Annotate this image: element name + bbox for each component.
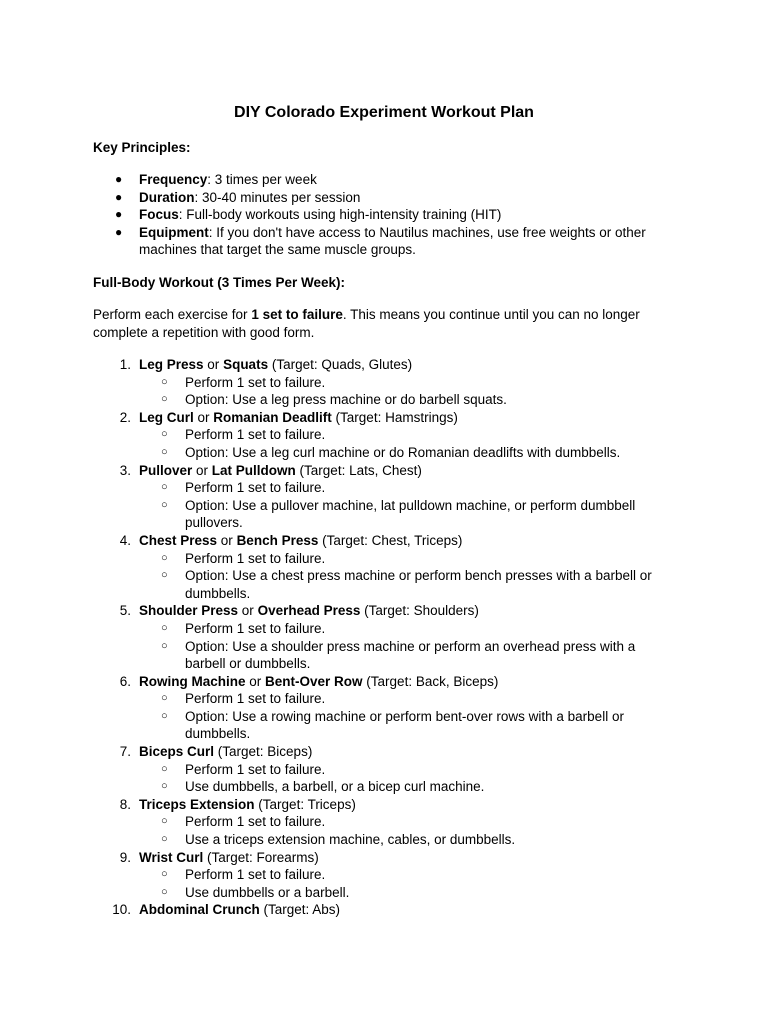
circle-bullet-icon: ○ (161, 639, 168, 652)
principle-label: Equipment (139, 224, 209, 240)
exercise-number: 6. (119, 673, 131, 689)
exercise-sub-item (139, 690, 665, 708)
exercise-item (0, 409, 684, 462)
exercise-sub-item (139, 866, 665, 884)
exercise-joiner: or (217, 532, 237, 548)
exercise-sub-text: Perform 1 set to failure. (185, 761, 326, 777)
exercise-joiner: or (245, 673, 266, 689)
circle-bullet-icon: ○ (161, 498, 168, 511)
circle-bullet-icon: ○ (161, 393, 168, 406)
exercise-number: 4. (119, 532, 131, 548)
exercise-name: Triceps Extension (139, 796, 255, 812)
exercise-alt-name: Romanian Deadlift (213, 409, 332, 425)
principle-text: : 30-40 minutes per session (194, 189, 361, 205)
exercise-sub-list (139, 813, 684, 848)
exercise-sub-text: Perform 1 set to failure. (185, 620, 326, 636)
exercise-sub-item (139, 444, 665, 462)
principle-item (0, 224, 684, 259)
circle-bullet-icon: ○ (161, 780, 168, 793)
exercise-target: (Target: Back, Biceps) (362, 673, 499, 689)
exercise-sub-item (139, 479, 665, 497)
circle-bullet-icon: ○ (161, 481, 168, 494)
circle-bullet-icon: ○ (161, 762, 168, 775)
bullet-icon: ● (115, 172, 123, 186)
circle-bullet-icon: ○ (161, 885, 168, 898)
exercise-sub-item (139, 813, 665, 831)
exercise-sub-text: Perform 1 set to failure. (185, 691, 326, 707)
bullet-icon: ● (115, 189, 123, 204)
exercise-sub-text: Option: Use a rowing machine or perform bent-over rows with a barbell or dumbbells. (185, 708, 624, 742)
exercise-number: 7. (119, 744, 131, 760)
exercise-item (0, 796, 684, 849)
circle-bullet-icon: ○ (161, 833, 168, 846)
principles-list (0, 171, 700, 259)
exercise-number: 9. (119, 849, 131, 865)
exercise-alt-name: Overhead Press (257, 603, 361, 619)
exercise-sub-text: Perform 1 set to failure. (185, 480, 326, 496)
exercise-sub-list (139, 761, 684, 796)
exercise-sub-text: Use dumbbells or a barbell. (185, 884, 350, 900)
exercise-target: (Target: Biceps) (214, 744, 313, 760)
exercise-sub-list (139, 690, 684, 743)
exercise-target: (Target: Abs) (259, 902, 341, 918)
circle-bullet-icon: ○ (161, 551, 168, 564)
exercise-target: (Target: Quads, Glutes) (268, 357, 413, 372)
circle-bullet-icon: ○ (161, 375, 168, 388)
exercise-sub-item (139, 708, 665, 743)
exercise-sub-text: Perform 1 set to failure. (185, 550, 326, 566)
circle-bullet-icon: ○ (161, 868, 168, 881)
exercise-name: Chest Press (139, 532, 218, 548)
exercise-sub-item (139, 497, 665, 532)
exercise-sub-item (139, 778, 665, 796)
exercise-name: Leg Press (139, 357, 204, 372)
exercise-item (0, 356, 684, 409)
exercise-joiner: or (203, 357, 224, 372)
exercise-sub-text: Option: Use a leg press machine or do barbell squats. (185, 392, 507, 408)
intro-paragraph (93, 306, 683, 341)
exercise-joiner: or (193, 409, 214, 425)
circle-bullet-icon: ○ (161, 569, 168, 582)
exercise-name: Abdominal Crunch (139, 902, 260, 918)
circle-bullet-icon: ○ (161, 692, 168, 705)
exercise-name: Wrist Curl (139, 849, 204, 865)
exercise-sub-list (139, 479, 684, 532)
document-title: DIY Colorado Experiment Workout Plan (234, 104, 534, 121)
exercise-sub-item (139, 426, 665, 444)
exercise-sub-item (139, 620, 665, 638)
exercise-target: (Target: Forearms) (203, 849, 319, 865)
circle-bullet-icon: ○ (161, 709, 168, 722)
intro-bold: 1 set to failure (251, 307, 343, 322)
exercise-target: (Target: Shoulders) (360, 603, 479, 619)
exercise-name: Leg Curl (139, 409, 194, 425)
exercise-sub-item (139, 638, 665, 673)
exercise-name: Rowing Machine (139, 673, 246, 689)
exercise-target: (Target: Hamstrings) (331, 409, 458, 425)
exercise-alt-name: Bent-Over Row (265, 673, 363, 689)
principle-text: : Full-body workouts using high-intensity training (HIT) (178, 207, 502, 223)
exercise-sub-text: Use a triceps extension machine, cables, or dumbbells. (185, 832, 516, 848)
exercise-item (0, 743, 684, 796)
exercise-sub-text: Perform 1 set to failure. (185, 374, 326, 390)
circle-bullet-icon: ○ (161, 621, 168, 634)
key-principles-heading: Key Principles: (93, 140, 191, 155)
principle-label: Frequency (139, 172, 208, 187)
exercise-target: (Target: Triceps) (254, 796, 356, 812)
exercise-joiner: or (238, 603, 258, 619)
exercise-sub-text: Option: Use a pullover machine, lat pulldown machine, or perform dumbbell pullovers. (185, 497, 636, 531)
exercise-item (0, 673, 684, 743)
intro-after: . This means you continue until you can no longer complete a repetition with good form. (93, 307, 640, 340)
bullet-icon: ● (115, 207, 123, 222)
bullet-icon: ● (115, 224, 123, 239)
principle-label: Focus (139, 207, 179, 223)
principle-text: : 3 times per week (207, 172, 317, 187)
workout-heading: Full-Body Workout (3 Times Per Week): (93, 275, 346, 290)
intro-before: Perform each exercise for (93, 307, 252, 322)
exercise-number: 3. (119, 462, 131, 478)
principle-item (0, 206, 684, 224)
exercise-number: 5. (119, 603, 131, 619)
principle-label: Duration (139, 189, 195, 205)
exercise-sub-item (139, 761, 665, 779)
exercise-alt-name: Squats (223, 357, 269, 372)
exercise-item (0, 602, 684, 672)
exercise-sub-list (139, 866, 684, 901)
exercise-sub-list (139, 426, 684, 461)
exercise-name: Biceps Curl (139, 744, 215, 760)
exercise-sub-list (139, 620, 684, 673)
exercise-sub-list (139, 550, 684, 603)
exercise-item (0, 532, 684, 602)
exercise-sub-text: Perform 1 set to failure. (185, 427, 326, 443)
principle-item (0, 189, 684, 207)
exercise-sub-text: Option: Use a shoulder press machine or perform an overhead press with a barbell or dumbbells. (185, 638, 636, 672)
exercise-target: (Target: Chest, Triceps) (318, 532, 463, 548)
exercise-sub-item (139, 374, 665, 392)
principle-item (0, 171, 684, 189)
exercise-sub-item (139, 831, 665, 849)
exercise-number: 2. (119, 409, 131, 425)
exercise-sub-text: Use dumbbells, a barbell, or a bicep curl machine. (185, 779, 485, 795)
exercise-sub-text: Perform 1 set to failure. (185, 814, 326, 830)
exercise-list (0, 356, 700, 919)
exercise-target: (Target: Lats, Chest) (295, 462, 422, 478)
exercise-name: Pullover (139, 462, 193, 478)
circle-bullet-icon: ○ (161, 815, 168, 828)
exercise-sub-text: Option: Use a chest press machine or perform bench presses with a barbell or dumbbells. (185, 568, 652, 601)
exercise-item (0, 462, 684, 532)
exercise-number: 8. (119, 796, 131, 812)
exercise-sub-text: Option: Use a leg curl machine or do Romanian deadlifts with dumbbells. (185, 444, 621, 460)
exercise-number: 1. (119, 357, 131, 372)
exercise-sub-item (139, 567, 665, 602)
circle-bullet-icon: ○ (161, 428, 168, 441)
principle-text: : If you don't have access to Nautilus machines, use free weights or other machines that target the same muscle groups. (139, 224, 646, 258)
exercise-name: Shoulder Press (139, 603, 239, 619)
exercise-number: 10. (112, 902, 131, 918)
circle-bullet-icon: ○ (161, 445, 168, 458)
exercise-sub-item (139, 391, 665, 409)
exercise-sub-list (139, 374, 684, 409)
exercise-sub-item (139, 884, 665, 902)
exercise-alt-name: Lat Pulldown (211, 462, 296, 478)
exercise-alt-name: Bench Press (236, 532, 319, 548)
exercise-item (0, 901, 684, 919)
exercise-joiner: or (192, 462, 212, 478)
exercise-sub-item (139, 550, 665, 568)
exercise-sub-text: Perform 1 set to failure. (185, 867, 326, 883)
exercise-item (0, 849, 684, 902)
